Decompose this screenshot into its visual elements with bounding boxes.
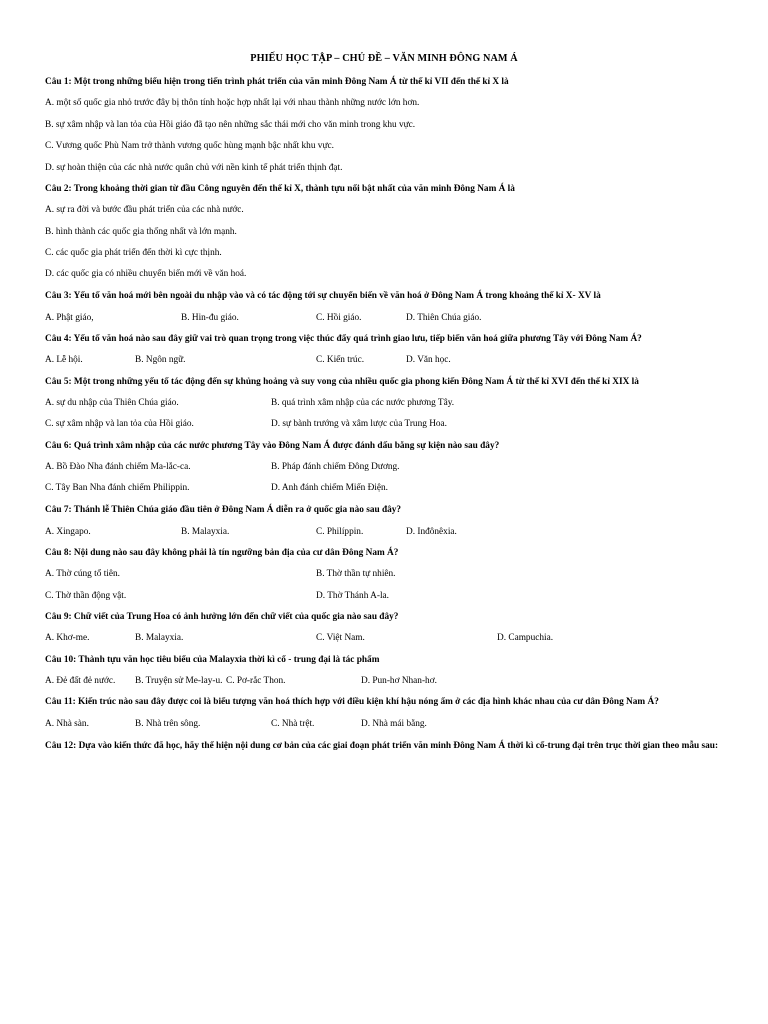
question-3-option-a: A. Phật giáo, xyxy=(45,313,94,323)
question-9-option-c: C. Việt Nam. xyxy=(316,633,365,643)
question-1-option-b: B. sự xâm nhập và lan tỏa của Hồi giáo đã tạo nên những sắc thái mới cho văn minh trong khu vực. xyxy=(45,120,416,130)
question-6-option-b: B. Pháp đánh chiếm Đông Dương. xyxy=(271,462,400,472)
question-7-option-a: A. Xingapo. xyxy=(45,527,91,537)
question-3-stem: Câu 3: Yếu tố văn hoá mới bên ngoài du nhập vào và có tác động tới sự chuyển biến về văn hoá ở Đông Nam Á trong khoảng thế kỉ X- XV là xyxy=(45,291,601,301)
question-11-option-c: C. Nhà trệt. xyxy=(271,719,315,729)
question-4-option-a: A. Lễ hội. xyxy=(45,355,83,365)
question-8-option-d: D. Thờ Thánh A-la. xyxy=(316,591,389,601)
question-3-option-d: D. Thiên Chúa giáo. xyxy=(406,313,482,323)
question-4-option-b: B. Ngôn ngữ. xyxy=(135,355,186,365)
question-2-option-a: A. sự ra đời và bước đầu phát triển của các nhà nước. xyxy=(45,205,244,215)
question-10-option-b: B. Truyện sử Me-lay-u. xyxy=(135,676,223,686)
page-title: PHIẾU HỌC TẬP – CHỦ ĐỀ – VĂN MINH ĐÔNG NAM Á xyxy=(250,53,518,64)
question-8-stem: Câu 8: Nội dung nào sau đây không phải là tín ngưỡng bản địa của cư dân Đông Nam Á? xyxy=(45,548,399,558)
question-6-option-c: C. Tây Ban Nha đánh chiếm Philippin. xyxy=(45,483,190,493)
question-2-stem: Câu 2: Trong khoảng thời gian từ đầu Công nguyên đến thế kỉ X, thành tựu nổi bật nhất của văn minh Đông Nam Á là xyxy=(45,184,515,194)
question-8-option-a: A. Thờ cúng tổ tiên. xyxy=(45,569,120,579)
question-2-option-c: C. các quốc gia phát triển đến thời kì cực thịnh. xyxy=(45,248,222,258)
question-3-option-b: B. Hin-đu giáo. xyxy=(181,313,239,323)
question-10-option-a: A. Đẻ đất đẻ nước. xyxy=(45,676,116,686)
question-5-option-b: B. quá trình xâm nhập của các nước phương Tây. xyxy=(271,398,455,408)
question-10-option-d: D. Pun-hơ Nhan-hơ. xyxy=(361,676,437,686)
question-1-option-a: A. một số quốc gia nhỏ trước đây bị thôn tính hoặc hợp nhất lại với nhau thành những nước lớn hơn. xyxy=(45,98,420,108)
question-11-stem: Câu 11: Kiến trúc nào sau đây được coi là biểu tượng văn hoá thích hợp với điều kiện khí hậu nóng ẩm ở các địa hình khác nhau của cư dân Đông Nam Á? xyxy=(45,697,659,707)
question-5-option-d: D. sự bành trướng và xâm lược của Trung Hoa. xyxy=(271,419,448,429)
question-11-option-b: B. Nhà trên sông. xyxy=(135,719,201,729)
question-9-stem: Câu 9: Chữ viết của Trung Hoa có ảnh hưởng lớn đến chữ viết của quốc gia nào sau đây? xyxy=(45,612,399,622)
question-2-option-b: B. hình thành các quốc gia thống nhất và lớn mạnh. xyxy=(45,227,237,237)
question-5-stem: Câu 5: Một trong những yếu tố tác động đến sự khủng hoảng và suy vong của nhiều quốc gia phong kiến Đông Nam Á từ thế kỉ XVI đến thế kỉ XIX là xyxy=(45,377,639,387)
question-10-stem: Câu 10: Thành tựu văn học tiêu biểu của Malayxia thời kì cổ - trung đại là tác phẩm xyxy=(45,655,380,665)
question-9-option-d: D. Campuchia. xyxy=(497,633,554,643)
question-7-option-c: C. Philíppin. xyxy=(316,527,364,537)
question-8-option-b: B. Thờ thần tự nhiên. xyxy=(316,569,396,579)
question-7-stem: Câu 7: Thánh lễ Thiên Chúa giáo đầu tiên ở Đông Nam Á diễn ra ở quốc gia nào sau đây? xyxy=(45,505,402,515)
question-3-option-c: C. Hồi giáo. xyxy=(316,313,362,323)
question-4-option-d: D. Văn học. xyxy=(406,355,451,365)
question-7-option-b: B. Malayxia. xyxy=(181,527,230,537)
question-11-option-a: A. Nhà sàn. xyxy=(45,719,89,729)
question-12-stem: Câu 12: Dựa vào kiến thức đã học, hãy thể hiện nội dung cơ bản của các giai đoạn phát triển văn minh Đông Nam Á thời kì cổ-trung đại trên trục thời gian theo mẫu sau: xyxy=(45,741,719,751)
question-1-stem: Câu 1: Một trong những biểu hiện trong tiến trình phát triển của văn minh Đông Nam Á từ thế kỉ VII đến thế kỉ X là xyxy=(45,77,509,87)
question-6-option-a: A. Bồ Đào Nha đánh chiếm Ma-lắc-ca. xyxy=(45,462,191,472)
question-7-option-d: D. Inđônêxia. xyxy=(406,527,457,537)
question-2-option-d: D. các quốc gia có nhiều chuyển biến mới về văn hoá. xyxy=(45,269,247,279)
question-1-option-c: C. Vương quốc Phù Nam trở thành vương quốc hùng mạnh bậc nhất khu vực. xyxy=(45,141,334,151)
question-6-option-d: D. Anh đánh chiếm Miến Điện. xyxy=(271,483,388,493)
question-4-option-c: C. Kiến trúc. xyxy=(316,355,365,365)
question-8-option-c: C. Thờ thần động vật. xyxy=(45,591,127,601)
question-6-stem: Câu 6: Quá trình xâm nhập của các nước phương Tây vào Đông Nam Á được đánh dấu bằng sự kiện nào sau đây? xyxy=(45,441,500,451)
question-1-option-d: D. sự hoàn thiện của các nhà nước quân chủ với nền kinh tế phát triển thịnh đạt. xyxy=(45,163,343,173)
question-5-option-a: A. sự du nhập của Thiên Chúa giáo. xyxy=(45,398,179,408)
question-9-option-b: B. Malayxia. xyxy=(135,633,184,643)
question-5-option-c: C. sự xâm nhập và lan tỏa của Hồi giáo. xyxy=(45,419,194,429)
question-11-option-d: D. Nhà mái bằng. xyxy=(361,719,427,729)
question-4-stem: Câu 4: Yếu tố văn hoá nào sau đây giữ vai trò quan trọng trong việc thúc đẩy quá trình giao lưu, tiếp biến văn hoá giữa phương Tây với Đông Nam Á? xyxy=(45,334,642,344)
question-10-option-c: C. Pơ-rắc Thon. xyxy=(226,676,286,686)
question-9-option-a: A. Khơ-me. xyxy=(45,633,90,643)
